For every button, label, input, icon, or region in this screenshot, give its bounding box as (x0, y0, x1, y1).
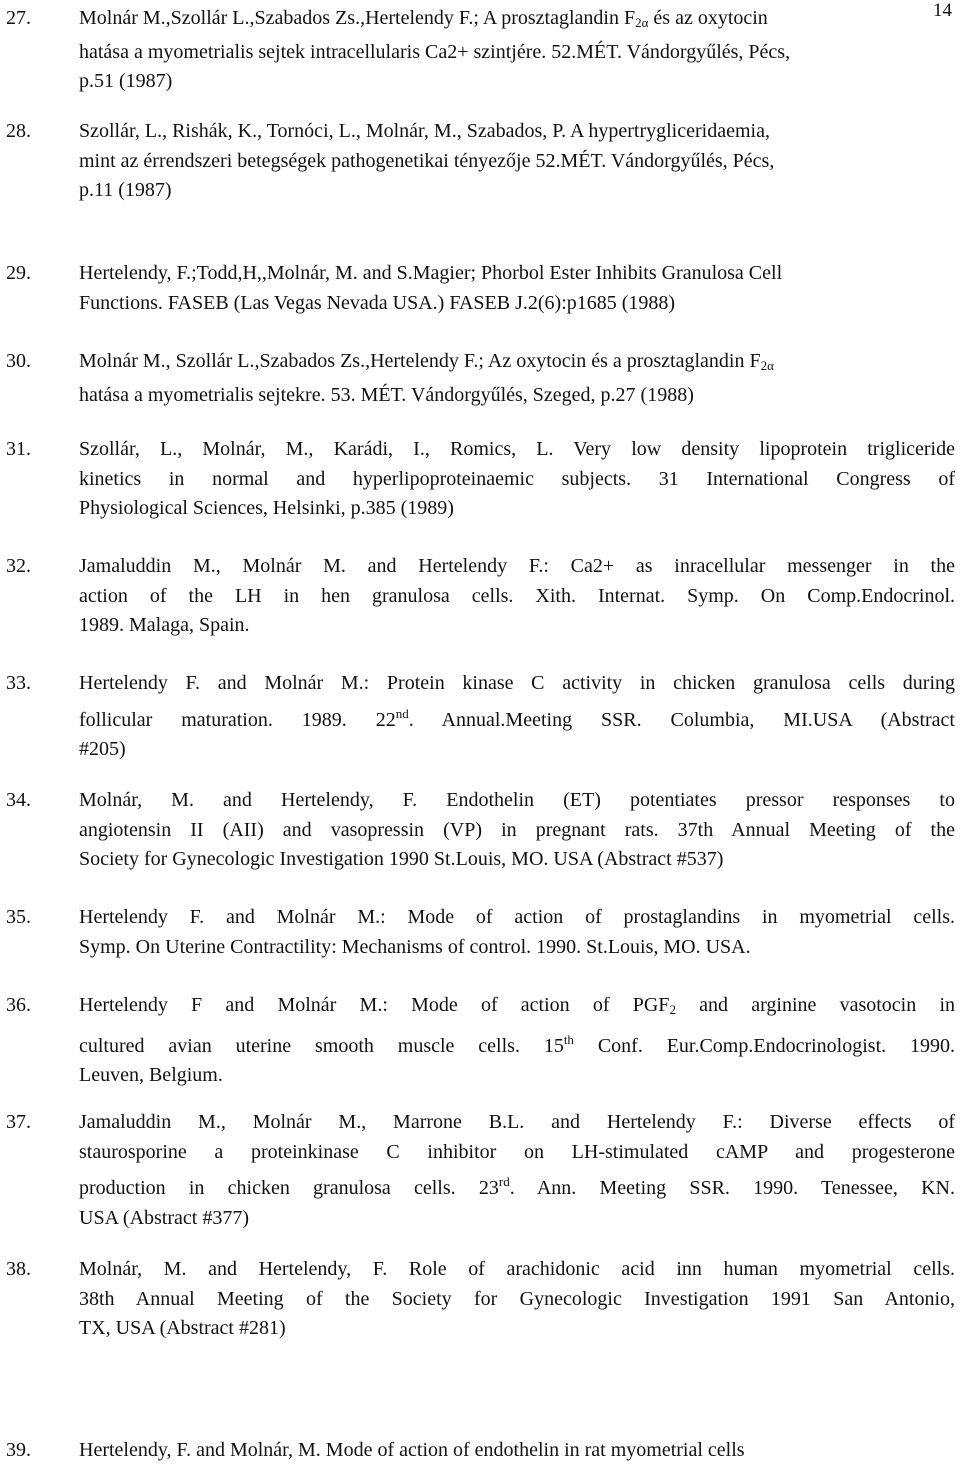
reference-text-segment: Szollár, L., Molnár, M., Karádi, I., Romics, L. Very low density lipoprotein trigliceride (79, 438, 955, 460)
reference-line (79, 435, 955, 465)
reference-line (79, 1204, 955, 1234)
reference-line (79, 176, 955, 206)
reference-text-segment: Hertelendy F. and Molnár M.: Protein kinase C activity in chicken granulosa cells during (79, 672, 955, 694)
superscript: th (563, 1031, 574, 1047)
reference-text-segment: hatása a myometrialis sejtek intracellularis Ca2+ szintjére. 52.MÉT. Vándorgyűlés, Pécs, (79, 40, 791, 63)
reference-text-segment: mint az érrendszeri betegségek pathogenetikai tényezője 52.MÉT. Vándorgyűlés, Pécs, (79, 149, 775, 172)
reference-text-segment: USA (Abstract #377) (79, 1206, 249, 1229)
reference-line (79, 1061, 955, 1091)
reference-text (79, 786, 955, 875)
reference-line (79, 933, 955, 963)
reference-text (79, 435, 955, 524)
reference-text-segment: Functions. FASEB (Las Vegas Nevada USA.) FASEB J.2(6):p1685 (1988) (79, 291, 676, 314)
page-number: 14 (933, 0, 952, 21)
reference-text-segment: . Ann. Meeting SSR. 1990. Tenessee, KN. (509, 1177, 955, 1200)
reference-text (79, 552, 955, 641)
reference-text-segment: 1989. Malaga, Spain. (79, 614, 250, 637)
reference-text (79, 4, 955, 97)
reference-line (79, 259, 955, 289)
reference-number: 27. (6, 7, 31, 29)
reference-line (79, 582, 955, 612)
reference-number: 29. (6, 262, 31, 284)
reference-text-segment: Hertelendy, F. and Molnár, M. Mode of action of endothelin in rat myometrial cells (79, 1439, 745, 1461)
reference-number: 39. (6, 1439, 31, 1461)
subscript: 2α (635, 15, 649, 30)
reference-number: 37. (6, 1111, 31, 1133)
reference-text-segment: and arginine vasotocin in (675, 994, 955, 1016)
reference-text-segment: Symp. On Uterine Contractility: Mechanisms of control. 1990. St.Louis, MO. USA. (79, 935, 751, 958)
reference-text (79, 117, 955, 206)
reference-line (79, 845, 955, 875)
reference-line (79, 465, 955, 495)
superscript: nd (395, 705, 409, 721)
reference-line (79, 67, 955, 97)
reference-text (79, 259, 955, 318)
reference-text-segment: follicular maturation. 1989. 22 (79, 708, 396, 731)
reference-text-segment: . Annual.Meeting SSR. Columbia, MI.USA (Abstract (408, 708, 955, 731)
reference-line (79, 117, 955, 147)
reference-line (79, 816, 955, 846)
reference-text-segment: Jamaluddin M., Molnár M. and Hertelendy F.: Ca2+ as inracellular messenger in the (79, 555, 955, 577)
reference-line (79, 699, 955, 736)
reference-line (79, 147, 955, 177)
reference-text-segment: Molnár, M. and Hertelendy, F. Endothelin (ET) potentiates pressor responses to (79, 789, 955, 811)
superscript: rd (498, 1174, 510, 1190)
reference-line (79, 1167, 955, 1204)
reference-text-segment: kinetics in normal and hyperlipoproteinaemic subjects. 31 International Congress of (79, 467, 955, 490)
reference-text-segment: Society for Gynecologic Investigation 1990 St.Louis, MO. USA (Abstract #537) (79, 848, 724, 871)
reference-text-segment: production in chicken granulosa cells. 23 (79, 1177, 499, 1200)
reference-text-segment: Physiological Sciences, Helsinki, p.385 (1989) (79, 497, 454, 520)
reference-line (79, 903, 955, 933)
reference-line (79, 991, 955, 1025)
reference-line (79, 1436, 955, 1466)
reference-text-segment: hatása a myometrialis sejtekre. 53. MÉT. Vándorgyűlés, Szeged, p.27 (1988) (79, 383, 694, 406)
reference-text-segment: action of the LH in hen granulosa cells. Xith. Internat. Symp. On Comp.Endocrinol. (79, 584, 955, 607)
reference-text-segment: Jamaluddin M., Molnár M., Marrone B.L. and Hertelendy F.: Diverse effects of (79, 1111, 955, 1133)
reference-text-segment: Hertelendy, F.;Todd,H,,Molnár, M. and S.Magier; Phorbol Ester Inhibits Granulosa Cell (79, 262, 783, 284)
reference-line (79, 1025, 955, 1062)
reference-line (79, 1255, 955, 1285)
reference-line (79, 1314, 955, 1344)
reference-line (79, 4, 955, 38)
reference-text (79, 347, 955, 410)
reference-number: 30. (6, 350, 31, 372)
reference-text (79, 669, 955, 765)
reference-text (79, 991, 955, 1091)
reference-text (79, 1108, 955, 1233)
reference-number: 33. (6, 672, 31, 694)
reference-text-segment: Molnár, M. and Hertelendy, F. Role of arachidonic acid inn human myometrial cells. (79, 1258, 955, 1280)
reference-line (79, 552, 955, 582)
reference-text-segment: staurosporine a proteinkinase C inhibitor on LH-stimulated cAMP and progesterone (79, 1140, 955, 1163)
reference-number: 36. (6, 994, 31, 1016)
reference-text-segment: TX, USA (Abstract #281) (79, 1317, 286, 1340)
reference-line (79, 494, 955, 524)
reference-text-segment: Leuven, Belgium. (79, 1064, 223, 1087)
reference-text-segment: 38th Annual Meeting of the Society for Gynecologic Investigation 1991 San Antonio, (79, 1287, 955, 1310)
reference-number: 35. (6, 906, 31, 928)
reference-text-segment: p.11 (1987) (79, 179, 172, 202)
reference-line (79, 735, 955, 765)
reference-line (79, 669, 955, 699)
reference-number: 31. (6, 438, 31, 460)
reference-text (79, 1436, 955, 1466)
reference-number: 32. (6, 555, 31, 577)
reference-line (79, 347, 955, 381)
reference-number: 28. (6, 120, 31, 142)
reference-text-segment: angiotensin II (AII) and vasopressin (VP) in pregnant rats. 37th Annual Meeting of the (79, 818, 955, 841)
reference-text-segment: Molnár M., Szollár L.,Szabados Zs.,Hertelendy F.; Az oxytocin és a prosztaglandin F (79, 350, 761, 372)
reference-line (79, 611, 955, 641)
reference-text-segment: p.51 (1987) (79, 70, 173, 93)
reference-line (79, 1108, 955, 1138)
reference-text (79, 1255, 955, 1344)
reference-text-segment: Hertelendy F. and Molnár M.: Mode of action of prostaglandins in myometrial cells. (79, 906, 955, 928)
reference-text-segment: #205) (79, 738, 126, 761)
reference-text-segment: Hertelendy F and Molnár M.: Mode of action of PGF (79, 994, 670, 1016)
reference-line (79, 1138, 955, 1168)
reference-line (79, 38, 955, 68)
reference-line (79, 381, 955, 411)
reference-text (79, 903, 955, 962)
reference-text-segment: Conf. Eur.Comp.Endocrinologist. 1990. (573, 1034, 955, 1057)
reference-text-segment: Molnár M.,Szollár L.,Szabados Zs.,Hertelendy F.; A prosztaglandin F (79, 7, 636, 29)
reference-text-segment: és az oxytocin (648, 7, 768, 29)
reference-text-segment: cultured avian uterine smooth muscle cells. 15 (79, 1034, 564, 1057)
reference-line (79, 1285, 955, 1315)
reference-line (79, 289, 955, 319)
reference-line (79, 786, 955, 816)
subscript: 2 (669, 1002, 676, 1017)
subscript: 2α (760, 358, 774, 373)
reference-text-segment: Szollár, L., Rishák, K., Tornóci, L., Molnár, M., Szabados, P. A hypertrygliceridaemia, (79, 120, 770, 142)
reference-number: 38. (6, 1258, 31, 1280)
reference-number: 34. (6, 789, 31, 811)
